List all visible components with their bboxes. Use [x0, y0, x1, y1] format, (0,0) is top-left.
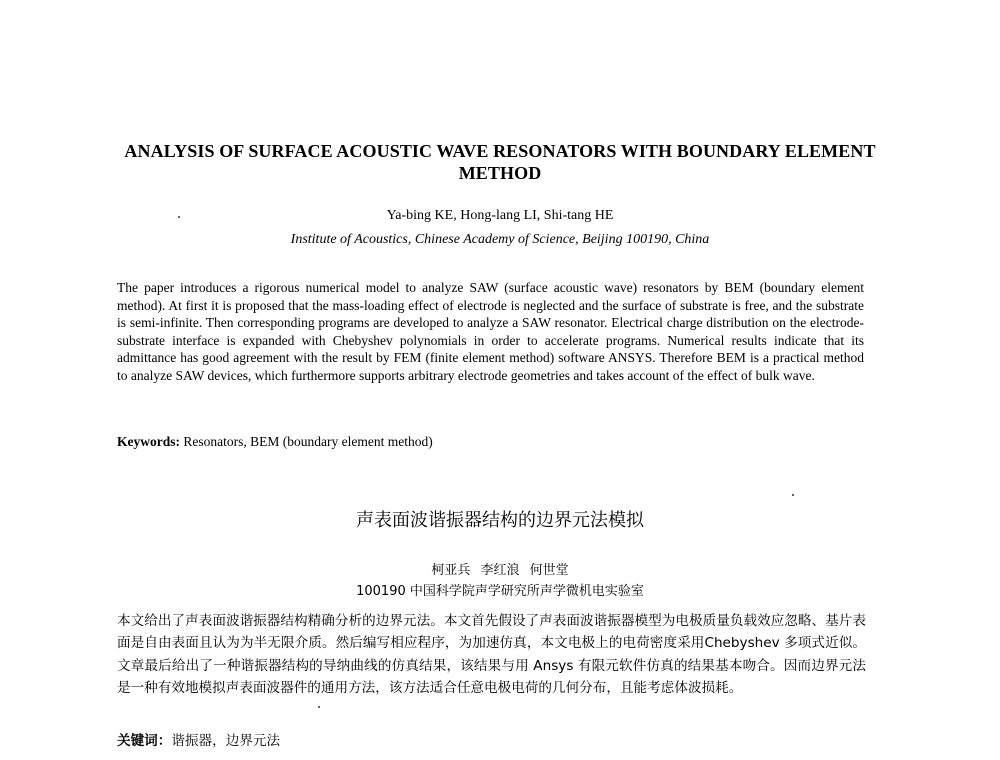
chinese-authors: 柯亚兵 李红浪 何世堂 [431, 563, 569, 578]
paper-authors: Ya-bing KE, Hong-lang LI, Shi-tang HE [386, 208, 614, 223]
abstract-chinese: 本文给出了声表面波谐振器结构精确分析的边界元法。本文首先假设了声表面波谐振器模型为电极质量负载效应忽略、基片表面是自由表面且认为为半无限介质。然后编写相应程序，为加速仿真，本文电极上的电荷密度采用Chebyshev 多项式近似。文章最后给出了一种谐振器结构的导纳曲线的仿真结果，该结果与用 Ansys 有限元软件仿真的结果基本吻合。因而边界元法是一种有效地模拟声表面波器件的通用方法，该方法适合任意电极电荷的几何分布，且能考虑体波损耗。 [117, 613, 866, 697]
chinese-title: 声表面波谐振器结构的边界元法模拟 [356, 510, 644, 531]
chinese-keywords-value: 谐振器，边界元法 [171, 733, 281, 749]
scan-speck [318, 706, 320, 708]
chinese-affiliation: 100190 中国科学院声学研究所声学微机电实验室 [356, 584, 644, 599]
keywords-value: Resonators, BEM (boundary element method) [183, 434, 433, 449]
keywords-english [117, 433, 864, 451]
keywords-label: Keywords: [117, 434, 180, 449]
abstract-english: The paper introduces a rigorous numerical model to analyze SAW (surface acoustic wave) resonators by BEM (boundary element method). At first it is proposed that the mass-loading effect of electrode is neglected and the surface of substrate is free, and the substrate is semi-infinite. Then corresponding programs are developed to analyze a SAW resonator. Electrical charge distribution on the electrode-substrate interface is expanded with Chebyshev polynomials in order to accelerate programs. Numerical results indicate that its admittance has good agreement with the result by FEM (finite element method) software ANSYS. Therefore BEM is a practical method to analyze SAW devices, which furthermore supports arbitrary electrode geometries and takes account of the effect of bulk wave. [117, 280, 864, 383]
scan-speck [178, 216, 180, 218]
keywords-chinese [117, 731, 866, 751]
chinese-keywords-label: 关键词： [117, 733, 172, 749]
scan-speck [792, 494, 794, 496]
paper-affiliation: Institute of Acoustics, Chinese Academy of Science, Beijing 100190, China [290, 232, 710, 247]
paper-title: ANALYSIS OF SURFACE ACOUSTIC WAVE RESONATORS WITH BOUNDARY ELEMENT METHOD [124, 141, 876, 183]
